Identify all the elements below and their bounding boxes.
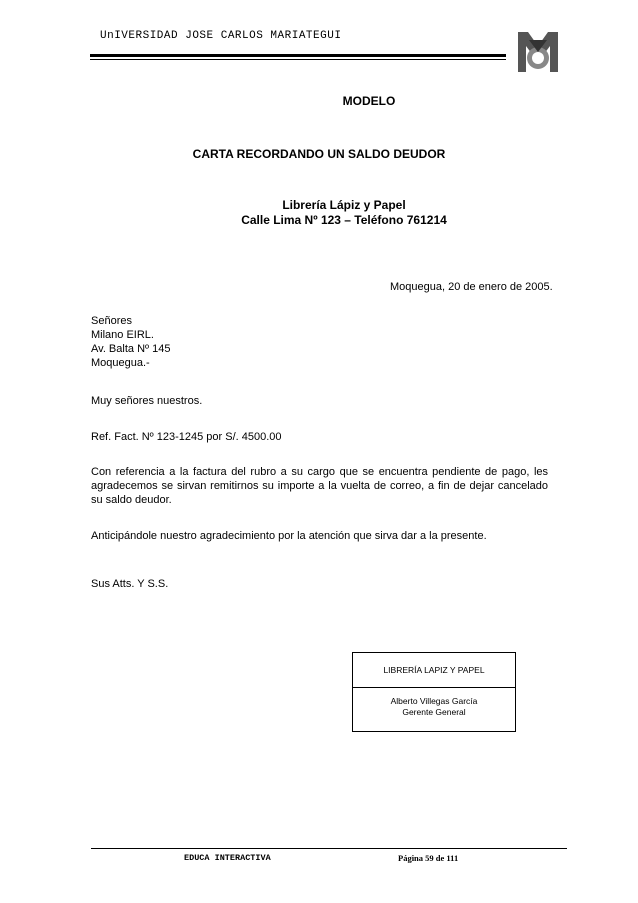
signature-company: LIBRERÍA LAPIZ Y PAPEL [353,653,515,688]
header-institution: UnIVERSIDAD JOSE CARLOS MARIATEGUI [100,30,342,42]
signature-box [352,652,516,732]
document-subtitle: CARTA RECORDANDO UN SALDO DEUDOR [192,147,446,161]
reference-line: Ref. Fact. Nº 123-1245 por S/. 4500.00 [91,431,282,443]
recipient-line: Av. Balta Nº 145 [91,343,171,355]
recipient-block [91,314,170,370]
footer-rule [91,848,567,849]
letterhead-address: Calle Lima Nº 123 – Teléfono 761214 [241,213,447,227]
recipient-line: Milano EIRL. [91,329,154,341]
letter-body: Con referencia a la factura del rubro a su cargo que se encuentra pendiente de pago, les agradecemos se sirvan remitirnos su importe a la vuelta de correo, a fin de dejar cancelado su saldo deudor. [91,466,548,506]
letterhead-company: Librería Lápiz y Papel [282,198,406,212]
letter-date: Moquegua, 20 de enero de 2005. [390,281,553,293]
closing-line: Sus Atts. Y S.S. [91,578,169,590]
recipient-line: Señores [91,315,132,327]
salutation: Muy señores nuestros. [91,395,203,407]
header-rule [90,54,506,57]
university-logo-icon [515,26,561,78]
signature-name: Alberto Villegas García [390,696,478,706]
footer-left: EDUCA INTERACTIVA [184,853,271,863]
signature-details [353,688,515,731]
recipient-line: Moquegua.- [91,357,150,369]
signature-role: Gerente General [402,707,466,717]
page-number: Página 59 de 111 [398,853,459,863]
thanks-line: Anticipándole nuestro agradecimiento por la atención que sirva dar a la presente. [91,530,487,542]
header-rule-thin [90,59,506,60]
document-title: MODELO [342,94,396,108]
